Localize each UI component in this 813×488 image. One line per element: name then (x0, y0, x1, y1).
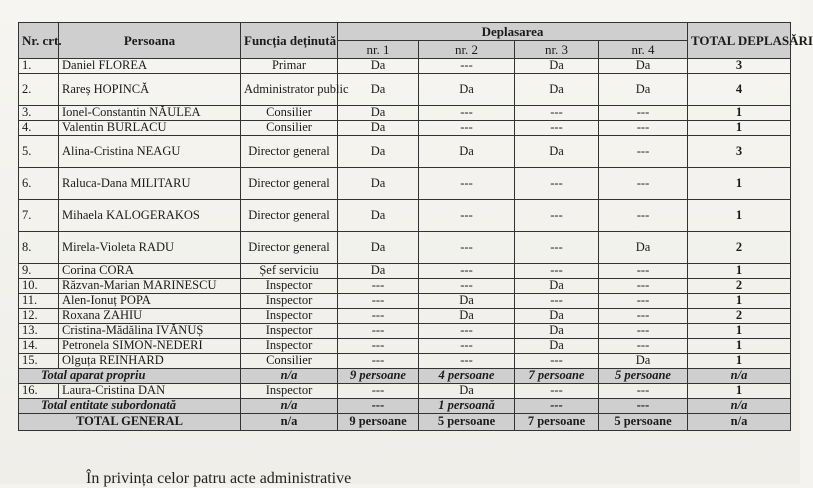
total-entitate-row (19, 399, 791, 414)
row-trip-4: --- (599, 324, 688, 339)
row-nr: 8. (19, 232, 59, 264)
header-persoana: Persoana (59, 23, 241, 59)
row-total: 4 (688, 74, 791, 106)
row-trip-2: --- (419, 59, 515, 74)
total-entitate-total: n/a (688, 399, 791, 414)
row-trip-4: --- (599, 294, 688, 309)
row-trip-4: Da (599, 232, 688, 264)
row-total: 1 (688, 354, 791, 369)
total-aparat-trip-4: 5 persoane (599, 369, 688, 384)
row-trip-2: --- (419, 200, 515, 232)
header-total: TOTAL DEPLASĂRI (688, 23, 791, 59)
total-entitate-trip-1: --- (338, 399, 419, 414)
header-trip-1: nr. 1 (338, 41, 419, 59)
table-row (19, 59, 791, 74)
row-total: 1 (688, 384, 791, 399)
total-entitate-trip-2: 1 persoană (419, 399, 515, 414)
row-trip-4: --- (599, 339, 688, 354)
row-total: 1 (688, 200, 791, 232)
row-trip-3: --- (515, 294, 599, 309)
row-trip-1: --- (338, 294, 419, 309)
row-trip-2: --- (419, 168, 515, 200)
row-nr: 15. (19, 354, 59, 369)
row-persoana: Olguța REINHARD (59, 354, 241, 369)
row-functia: Inspector (241, 339, 338, 354)
row-persoana: Petronela SIMON-NEDERI (59, 339, 241, 354)
header-trip-3: nr. 3 (515, 41, 599, 59)
table-row (19, 324, 791, 339)
row-total: 2 (688, 279, 791, 294)
row-trip-1: Da (338, 59, 419, 74)
row-persoana: Ionel-Constantin NĂULEA (59, 106, 241, 121)
row-trip-2: --- (419, 264, 515, 279)
row-persoana: Mihaela KALOGERAKOS (59, 200, 241, 232)
row-trip-2: --- (419, 106, 515, 121)
row-nr: 14. (19, 339, 59, 354)
row-total: 1 (688, 168, 791, 200)
row-total: 1 (688, 121, 791, 136)
row-trip-4: Da (599, 354, 688, 369)
table-row (19, 106, 791, 121)
table-row (19, 339, 791, 354)
row-trip-3: --- (515, 232, 599, 264)
total-general-trip-2: 5 persoane (419, 414, 515, 431)
total-general-trip-1: 9 persoane (338, 414, 419, 431)
row-trip-4: Da (599, 59, 688, 74)
row-trip-4: --- (599, 106, 688, 121)
row-total: 2 (688, 232, 791, 264)
row-persoana: Alina-Cristina NEAGU (59, 136, 241, 168)
row-trip-1: Da (338, 121, 419, 136)
row-nr: 5. (19, 136, 59, 168)
row-trip-1: Da (338, 136, 419, 168)
table-row (19, 264, 791, 279)
header-nr: Nr. crt. (19, 23, 59, 59)
row-trip-2: --- (419, 232, 515, 264)
row-functia: Șef serviciu (241, 264, 338, 279)
row-trip-1: --- (338, 324, 419, 339)
row-persoana: Laura-Cristina DAN (59, 384, 241, 399)
row-nr: 3. (19, 106, 59, 121)
row-persoana: Raluca-Dana MILITARU (59, 168, 241, 200)
total-general-trip-3: 7 persoane (515, 414, 599, 431)
row-trip-4: --- (599, 309, 688, 324)
row-trip-1: Da (338, 264, 419, 279)
row-trip-4: --- (599, 279, 688, 294)
row-trip-3: --- (515, 200, 599, 232)
row-functia: Inspector (241, 309, 338, 324)
total-general-trip-4: 5 persoane (599, 414, 688, 431)
total-general-row (19, 414, 791, 431)
row-persoana: Daniel FLOREA (59, 59, 241, 74)
row-trip-4: --- (599, 384, 688, 399)
row-trip-2: --- (419, 354, 515, 369)
row-trip-3: --- (515, 354, 599, 369)
row-trip-1: Da (338, 74, 419, 106)
row-persoana: Corina CORA (59, 264, 241, 279)
row-trip-4: --- (599, 121, 688, 136)
row-functia: Director general (241, 200, 338, 232)
row-trip-2: --- (419, 279, 515, 294)
row-trip-2: Da (419, 136, 515, 168)
row-trip-3: Da (515, 74, 599, 106)
row-nr: 2. (19, 74, 59, 106)
row-nr: 9. (19, 264, 59, 279)
row-functia: Director general (241, 168, 338, 200)
row-trip-3: --- (515, 384, 599, 399)
total-entitate-functia: n/a (241, 399, 338, 414)
table-row (19, 168, 791, 200)
row-trip-4: --- (599, 136, 688, 168)
row-trip-2: Da (419, 74, 515, 106)
total-entitate-label: Total entitate subordonată (19, 399, 241, 414)
row-functia: Administrator public (241, 74, 338, 106)
row-trip-3: --- (515, 168, 599, 200)
row-trip-1: --- (338, 384, 419, 399)
row-nr: 10. (19, 279, 59, 294)
header-trip-2: nr. 2 (419, 41, 515, 59)
table-row (19, 136, 791, 168)
row-total: 3 (688, 59, 791, 74)
row-trip-4: --- (599, 264, 688, 279)
total-aparat-propriu-row (19, 369, 791, 384)
row-functia: Consilier (241, 106, 338, 121)
row-trip-3: Da (515, 136, 599, 168)
row-functia: Consilier (241, 354, 338, 369)
row-trip-2: --- (419, 339, 515, 354)
row-total: 3 (688, 136, 791, 168)
row-persoana: Alen-Ionuț POPA (59, 294, 241, 309)
table-row (19, 309, 791, 324)
table-row (19, 121, 791, 136)
row-trip-1: --- (338, 309, 419, 324)
table-row (19, 200, 791, 232)
table-row (19, 232, 791, 264)
total-entitate-trip-4: --- (599, 399, 688, 414)
row-total: 1 (688, 324, 791, 339)
row-trip-1: Da (338, 232, 419, 264)
table-body (19, 59, 791, 431)
row-trip-3: Da (515, 339, 599, 354)
row-nr: 16. (19, 384, 59, 399)
row-trip-3: Da (515, 59, 599, 74)
total-general-functia: n/a (241, 414, 338, 431)
row-trip-3: --- (515, 121, 599, 136)
row-trip-1: Da (338, 200, 419, 232)
row-functia: Inspector (241, 324, 338, 339)
row-functia: Inspector (241, 384, 338, 399)
table-row (19, 384, 791, 399)
row-trip-3: Da (515, 324, 599, 339)
row-nr: 7. (19, 200, 59, 232)
row-trip-3: Da (515, 279, 599, 294)
row-nr: 1. (19, 59, 59, 74)
row-trip-1: Da (338, 106, 419, 121)
row-total: 1 (688, 264, 791, 279)
table-row (19, 294, 791, 309)
table-row (19, 74, 791, 106)
total-aparat-trip-3: 7 persoane (515, 369, 599, 384)
header-trip-4: nr. 4 (599, 41, 688, 59)
row-trip-4: Da (599, 74, 688, 106)
row-trip-3: --- (515, 264, 599, 279)
total-aparat-total: n/a (688, 369, 791, 384)
total-entitate-trip-3: --- (515, 399, 599, 414)
row-total: 1 (688, 294, 791, 309)
row-trip-1: --- (338, 339, 419, 354)
total-aparat-label: Total aparat propriu (19, 369, 241, 384)
row-functia: Primar (241, 59, 338, 74)
row-persoana: Rareș HOPINCĂ (59, 74, 241, 106)
row-persoana: Răzvan-Marian MARINESCU (59, 279, 241, 294)
table-row (19, 354, 791, 369)
row-nr: 13. (19, 324, 59, 339)
total-aparat-trip-1: 9 persoane (338, 369, 419, 384)
row-trip-2: Da (419, 294, 515, 309)
row-persoana: Valentin BURLACU (59, 121, 241, 136)
deplasari-table (18, 22, 813, 431)
header-functia: Funcția deținută (241, 23, 338, 59)
row-functia: Director general (241, 232, 338, 264)
row-trip-2: --- (419, 121, 515, 136)
row-trip-4: --- (599, 168, 688, 200)
row-trip-1: Da (338, 168, 419, 200)
row-trip-3: Da (515, 309, 599, 324)
row-nr: 12. (19, 309, 59, 324)
row-persoana: Cristina-Mădălina IVĂNUȘ (59, 324, 241, 339)
row-persoana: Mirela-Violeta RADU (59, 232, 241, 264)
row-nr: 11. (19, 294, 59, 309)
total-general-total: n/a (688, 414, 791, 431)
row-nr: 4. (19, 121, 59, 136)
body-text-line: În privința celor patru acte administrative (86, 470, 352, 487)
table-row (19, 279, 791, 294)
row-total: 2 (688, 309, 791, 324)
row-trip-2: Da (419, 384, 515, 399)
row-trip-2: Da (419, 309, 515, 324)
row-nr: 6. (19, 168, 59, 200)
row-trip-3: --- (515, 106, 599, 121)
header-deplasarea: Deplasarea (338, 23, 688, 41)
row-trip-1: --- (338, 354, 419, 369)
row-trip-4: --- (599, 200, 688, 232)
row-functia: Inspector (241, 279, 338, 294)
row-functia: Consilier (241, 121, 338, 136)
row-total: 1 (688, 106, 791, 121)
row-total: 1 (688, 339, 791, 354)
total-aparat-functia: n/a (241, 369, 338, 384)
total-general-label: TOTAL GENERAL (19, 414, 241, 431)
row-trip-1: --- (338, 279, 419, 294)
row-functia: Inspector (241, 294, 338, 309)
row-functia: Director general (241, 136, 338, 168)
row-trip-2: --- (419, 324, 515, 339)
row-persoana: Roxana ZAHIU (59, 309, 241, 324)
total-aparat-trip-2: 4 persoane (419, 369, 515, 384)
